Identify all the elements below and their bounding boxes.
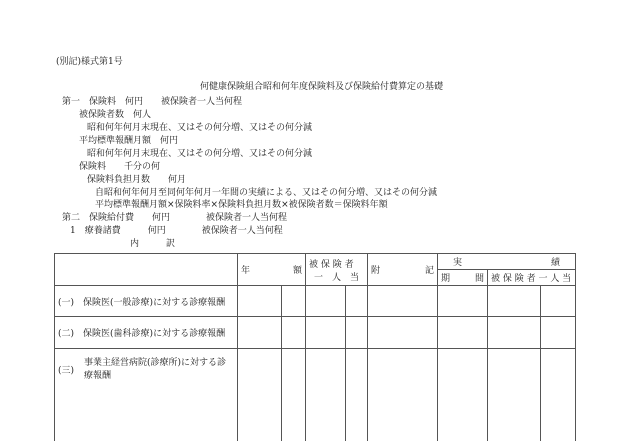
table-row: (二) 保険医(歯科診療)に対する診療報酬 bbox=[55, 317, 576, 349]
form-label: (別記)様式第1号 bbox=[56, 57, 123, 67]
header-blank bbox=[55, 254, 238, 286]
header-actual-per-insured: 被 保 険 者 一 人 当 bbox=[488, 270, 576, 286]
breakdown-table bbox=[54, 253, 576, 441]
line: 昭和何年何月末現在、又はその何分増、又はその何分減 bbox=[87, 149, 313, 159]
table-row: (一) 保険医(一般診療)に対する診療報酬 bbox=[55, 286, 576, 317]
line: 自昭和何年何月至同何年何月一年間の実績による、又はその何分増、又はその何分減 bbox=[95, 188, 438, 198]
section-1: 第一 保険料 何円 被保険者一人当何程 bbox=[62, 97, 243, 107]
document-title: 何健康保険組合昭和何年度保険料及び保険給付費算定の基礎 bbox=[200, 82, 444, 92]
header-period: 期 間 bbox=[438, 270, 488, 286]
line: 被保険者数 何人 bbox=[79, 110, 152, 120]
header-note: 附 記 bbox=[368, 254, 438, 286]
section-2: 第二 保険給付費 何円 被保険者一人当何程 bbox=[62, 213, 288, 223]
line: 1 療養諸費 何円 被保険者一人当何程 bbox=[70, 226, 283, 236]
header-per-insured: 被 保 険 者 一 人 当 bbox=[306, 254, 368, 286]
line: 保険料 千分の何 bbox=[79, 162, 161, 172]
line: 昭和何年何月末現在、又はその何分増、又はその何分減 bbox=[87, 123, 313, 133]
table-row: (三) 事業主経営病院(診療所)に対する診療報酬 bbox=[55, 349, 576, 441]
breakdown-label: 内 訳 bbox=[130, 239, 176, 249]
line: 保険料負担月数 何月 bbox=[87, 175, 187, 185]
header-actual: 実 績 bbox=[438, 254, 576, 270]
line: 平均標準報酬月額×保険料率×保険料負担月数×被保険者数＝保険料年額 bbox=[95, 200, 388, 210]
header-annual: 年 額 bbox=[238, 254, 306, 286]
line: 平均標準報酬月額 何円 bbox=[79, 136, 179, 146]
